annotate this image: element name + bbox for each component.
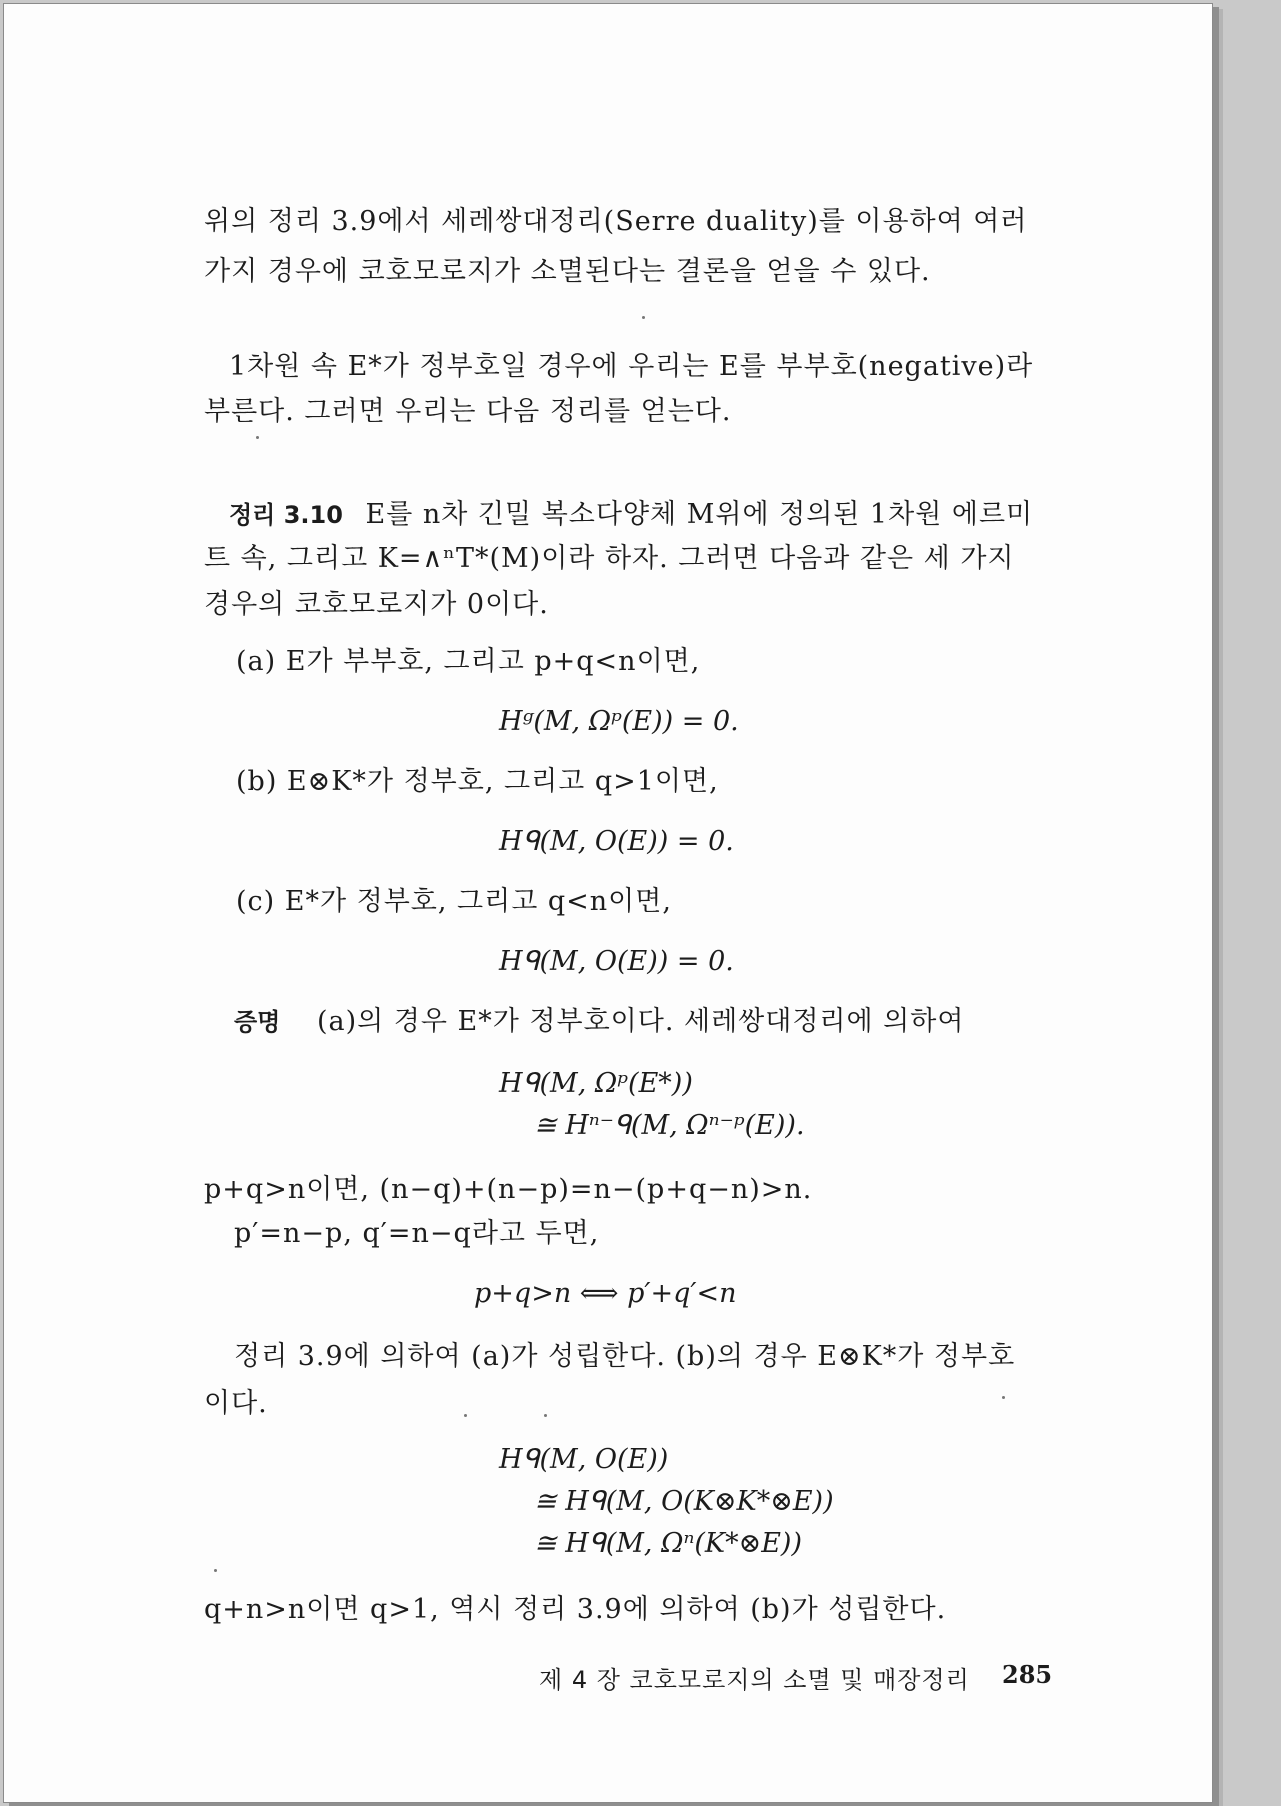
- footer-chapter: 제 4 장 코호모로지의 소멸 및 매장정리: [539, 1666, 970, 1694]
- paragraph-1-line-2: 가지 경우에 코호모로지가 소멸된다는 결론을 얻을 수 있다.: [204, 256, 931, 287]
- proof-equation-1: Hᑫ(M, Ωᵖ(E*)): [499, 1068, 693, 1099]
- proof-line-1: (a)의 경우 E*가 정부호이다. 세레쌍대정리에 의하여: [316, 1006, 965, 1037]
- scan-speck: [256, 436, 259, 439]
- scan-speck: [464, 1414, 467, 1417]
- paragraph-2-line-1: 1차원 속 E*가 정부호일 경우에 우리는 E를 부부호(negative)라: [229, 351, 1034, 382]
- paragraph-2-line-2: 부른다. 그러면 우리는 다음 정리를 얻는다.: [204, 396, 732, 427]
- proof-line-4: 정리 3.9에 의하여 (a)가 성립한다. (b)의 경우 E⊗K*가 정부호: [234, 1341, 1016, 1372]
- proof-label: 증명: [234, 1008, 281, 1036]
- theorem-case-a: (a) E가 부부호, 그리고 p+q<n이면,: [236, 646, 701, 677]
- page-number: 285: [1002, 1660, 1053, 1689]
- book-page: [3, 3, 1213, 1803]
- scan-speck: [544, 1414, 547, 1417]
- theorem-case-b: (b) E⊗K*가 정부호, 그리고 q>1이면,: [236, 766, 719, 797]
- scan-speck: [214, 1569, 217, 1572]
- theorem-line-1: E를 n차 긴밀 복소다양체 M위에 정의된 1차원 에르미: [365, 499, 1034, 530]
- proof-equation-6: ≅ Hᑫ(M, Ωⁿ(K*⊗E)): [534, 1528, 802, 1559]
- scan-speck: [642, 316, 645, 319]
- proof-equation-4: Hᑫ(M, O(E)): [499, 1444, 669, 1475]
- paragraph-1-line-1: 위의 정리 3.9에서 세레쌍대정리(Serre duality)를 이용하여 여러: [204, 206, 1028, 237]
- proof-line-6: q+n>n이면 q>1, 역시 정리 3.9에 의하여 (b)가 성립한다.: [204, 1594, 947, 1625]
- proof-equation-5: ≅ Hᑫ(M, O(K⊗K*⊗E)): [534, 1486, 834, 1517]
- proof-equation-3: p+q>n ⟺ p′+q′<n: [474, 1278, 737, 1309]
- proof-line-2: p+q>n이면, (n−q)+(n−p)=n−(p+q−n)>n.: [204, 1174, 813, 1205]
- proof-line-5: 이다.: [204, 1388, 268, 1419]
- proof-equation-2: ≅ Hⁿ⁻ᑫ(M, Ωⁿ⁻ᵖ(E)).: [534, 1110, 805, 1141]
- theorem-line-3: 경우의 코호모로지가 0이다.: [204, 589, 549, 620]
- theorem-heading: [229, 497, 1033, 533]
- theorem-equation-b: Hᑫ(M, O(E)) = 0.: [499, 826, 734, 857]
- proof-heading: [234, 1004, 964, 1040]
- proof-line-3: p′=n−p, q′=n−q라고 두면,: [234, 1218, 600, 1249]
- theorem-case-c: (c) E*가 정부호, 그리고 q<n이면,: [236, 886, 672, 917]
- scan-speck: [1002, 1396, 1005, 1399]
- theorem-equation-c: Hᑫ(M, O(E)) = 0.: [499, 946, 734, 977]
- theorem-line-2: 트 속, 그리고 K=∧ⁿT*(M)이라 하자. 그러면 다음과 같은 세 가지: [204, 543, 1015, 574]
- theorem-label: 정리 3.10: [229, 501, 343, 529]
- theorem-equation-a: Hᵍ(M, Ωᵖ(E)) = 0.: [499, 706, 739, 737]
